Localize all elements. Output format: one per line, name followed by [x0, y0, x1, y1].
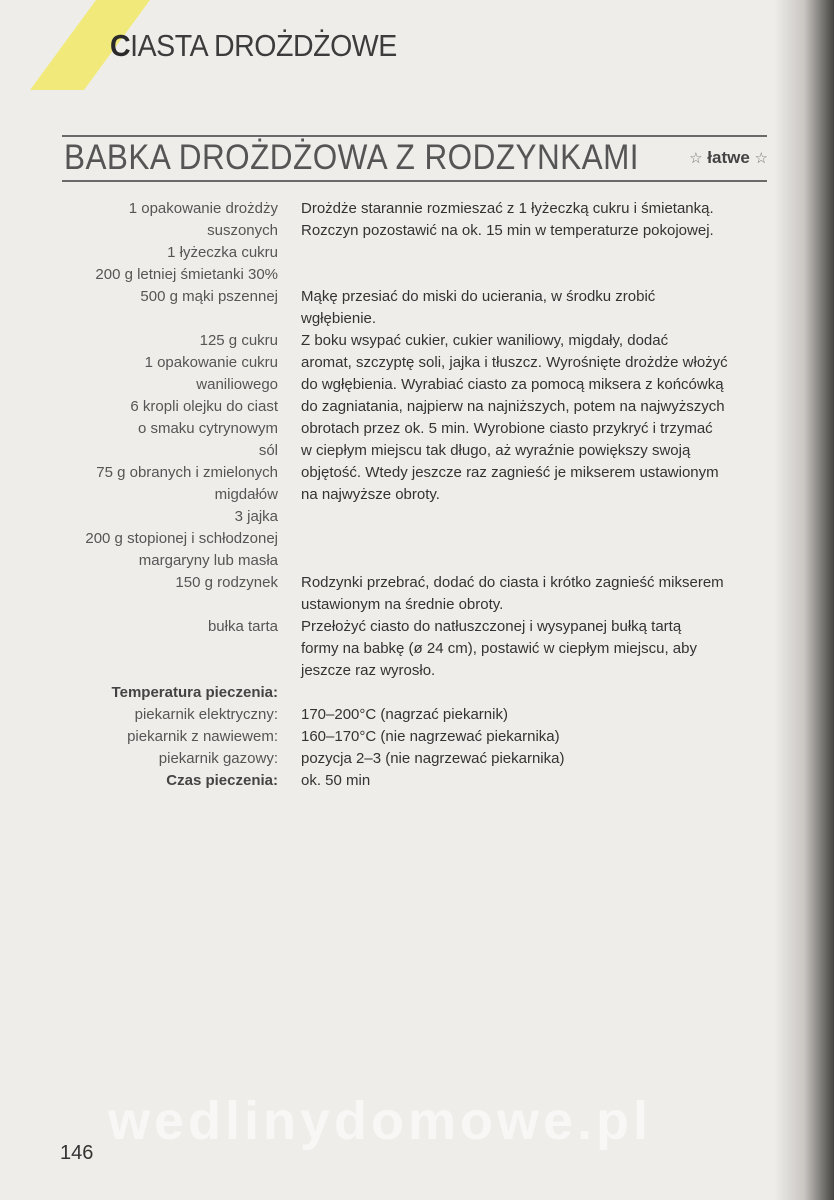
- instruction-text: aromat, szczyptę soli, jajka i tłuszcz. Wyrośnięte drożdże włożyć: [301, 354, 728, 371]
- instruction-text: obrotach przez ok. 5 min. Wyrobione ciasto przykryć i trzymać: [301, 420, 713, 437]
- ingredient-text: 500 g mąki pszennej: [140, 288, 278, 305]
- instruction-text: w ciepłym miejscu tak długo, aż wyraźnie powiększy swoją: [301, 442, 691, 459]
- recipe-row: [0, 638, 834, 660]
- instruction-text: ustawionym na średnie obroty.: [301, 596, 504, 613]
- ingredient-text: 6 kropli olejku do ciast: [130, 398, 278, 415]
- ingredient-text: 1 opakowanie cukru: [144, 354, 278, 371]
- instruction-text: Z boku wsypać cukier, cukier waniliowy, migdały, dodać: [301, 332, 669, 349]
- recipe-row: [0, 198, 834, 220]
- instruction-text: na najwyższe obroty.: [301, 486, 440, 503]
- ingredient-text: piekarnik gazowy:: [158, 750, 278, 767]
- recipe-row: [0, 462, 834, 484]
- ingredient-text: 200 g stopionej i schłodzonej: [85, 530, 278, 547]
- star-icon: ☆: [689, 150, 703, 167]
- ingredient-text: waniliowego: [196, 376, 278, 393]
- ingredient-text: Czas pieczenia:: [166, 772, 278, 789]
- recipe-row: [0, 330, 834, 352]
- instruction-text: objętość. Wtedy jeszcze raz zagnieść je mikserem ustawionym: [301, 464, 719, 481]
- section-rest: IASTA DROŻDŻOWE: [130, 28, 397, 63]
- instruction-text: pozycja 2–3 (nie nagrzewać piekarnika): [301, 750, 565, 767]
- recipe-row: [0, 506, 834, 528]
- recipe-body: [0, 198, 834, 792]
- ingredient-text: o smaku cytrynowym: [137, 420, 278, 437]
- recipe-row: [0, 264, 834, 286]
- recipe-row: [0, 748, 834, 770]
- bottom-rule: [62, 180, 767, 182]
- ingredient-text: sól: [258, 442, 278, 459]
- star-icon: ☆: [754, 150, 768, 167]
- instruction-text: jeszcze raz wyrosło.: [301, 662, 436, 679]
- ingredient-text: 75 g obranych i zmielonych: [96, 464, 278, 481]
- recipe-row: [0, 704, 834, 726]
- ingredient-text: 125 g cukru: [199, 332, 278, 349]
- ingredient-text: migdałów: [214, 486, 278, 503]
- recipe-row: [0, 572, 834, 594]
- instruction-text: formy na babkę (ø 24 cm), postawić w ciepłym miejscu, aby: [301, 640, 697, 657]
- recipe-row: [0, 484, 834, 506]
- ingredient-text: suszonych: [207, 222, 278, 239]
- recipe-row: [0, 286, 834, 308]
- recipe-row: [0, 308, 834, 330]
- instruction-text: Przełożyć ciasto do natłuszczonej i wysypanej bułką tartą: [301, 618, 682, 635]
- recipe-row: [0, 594, 834, 616]
- recipe-row: [0, 528, 834, 550]
- recipe-row: [0, 352, 834, 374]
- instruction-text: Drożdże starannie rozmieszać z 1 łyżeczką cukru i śmietanką.: [301, 200, 714, 217]
- recipe-title: BABKA DROŻDŻOWA Z RODZYNKAMI: [64, 138, 639, 177]
- recipe-row: [0, 726, 834, 748]
- instruction-text: Rodzynki przebrać, dodać do ciasta i krótko zagnieść mikserem: [301, 574, 724, 591]
- page-number: 146: [60, 1142, 94, 1164]
- difficulty-badge: [689, 148, 768, 168]
- recipe-row: [0, 418, 834, 440]
- ingredient-text: margaryny lub masła: [138, 552, 278, 569]
- ingredient-text: 1 łyżeczka cukru: [167, 244, 278, 261]
- ingredient-text: 150 g rodzynek: [175, 574, 278, 591]
- ingredient-text: piekarnik elektryczny:: [134, 706, 278, 723]
- ingredient-text: 1 opakowanie drożdży: [128, 200, 278, 217]
- top-rule: [62, 135, 767, 137]
- section-initial: C: [110, 28, 131, 63]
- instruction-text: Rozczyn pozostawić na ok. 15 min w temperaturze pokojowej.: [301, 222, 714, 239]
- difficulty-label: łatwe: [707, 148, 750, 167]
- section-heading: [110, 28, 397, 64]
- ingredient-text: piekarnik z nawiewem:: [127, 728, 278, 745]
- instruction-text: do zagniatania, najpierw na najniższych, potem na najwyższych: [301, 398, 725, 415]
- recipe-row: [0, 660, 834, 682]
- book-gutter-shadow: [774, 0, 834, 1200]
- instruction-text: 160–170°C (nie nagrzewać piekarnika): [301, 728, 560, 745]
- recipe-row: [0, 550, 834, 572]
- recipe-row: [0, 616, 834, 638]
- instruction-text: Mąkę przesiać do miski do ucierania, w środku zrobić: [301, 288, 656, 305]
- instruction-text: do wgłębienia. Wyrabiać ciasto za pomocą miksera z końcówką: [301, 376, 724, 393]
- instruction-text: 170–200°C (nagrzać piekarnik): [301, 706, 508, 723]
- watermark: wedlinydomowe.pl: [108, 1091, 653, 1151]
- ingredient-text: 3 jajka: [234, 508, 278, 525]
- instruction-text: ok. 50 min: [301, 772, 371, 789]
- ingredient-text: bułka tarta: [207, 618, 278, 635]
- recipe-row: [0, 682, 834, 704]
- recipe-row: [0, 396, 834, 418]
- ingredient-text: Temperatura pieczenia:: [111, 684, 278, 701]
- ingredient-text: 200 g letniej śmietanki 30%: [95, 266, 278, 283]
- recipe-row: [0, 770, 834, 792]
- instruction-text: wgłębienie.: [301, 310, 377, 327]
- recipe-row: [0, 374, 834, 396]
- recipe-row: [0, 220, 834, 242]
- recipe-row: [0, 242, 834, 264]
- recipe-row: [0, 440, 834, 462]
